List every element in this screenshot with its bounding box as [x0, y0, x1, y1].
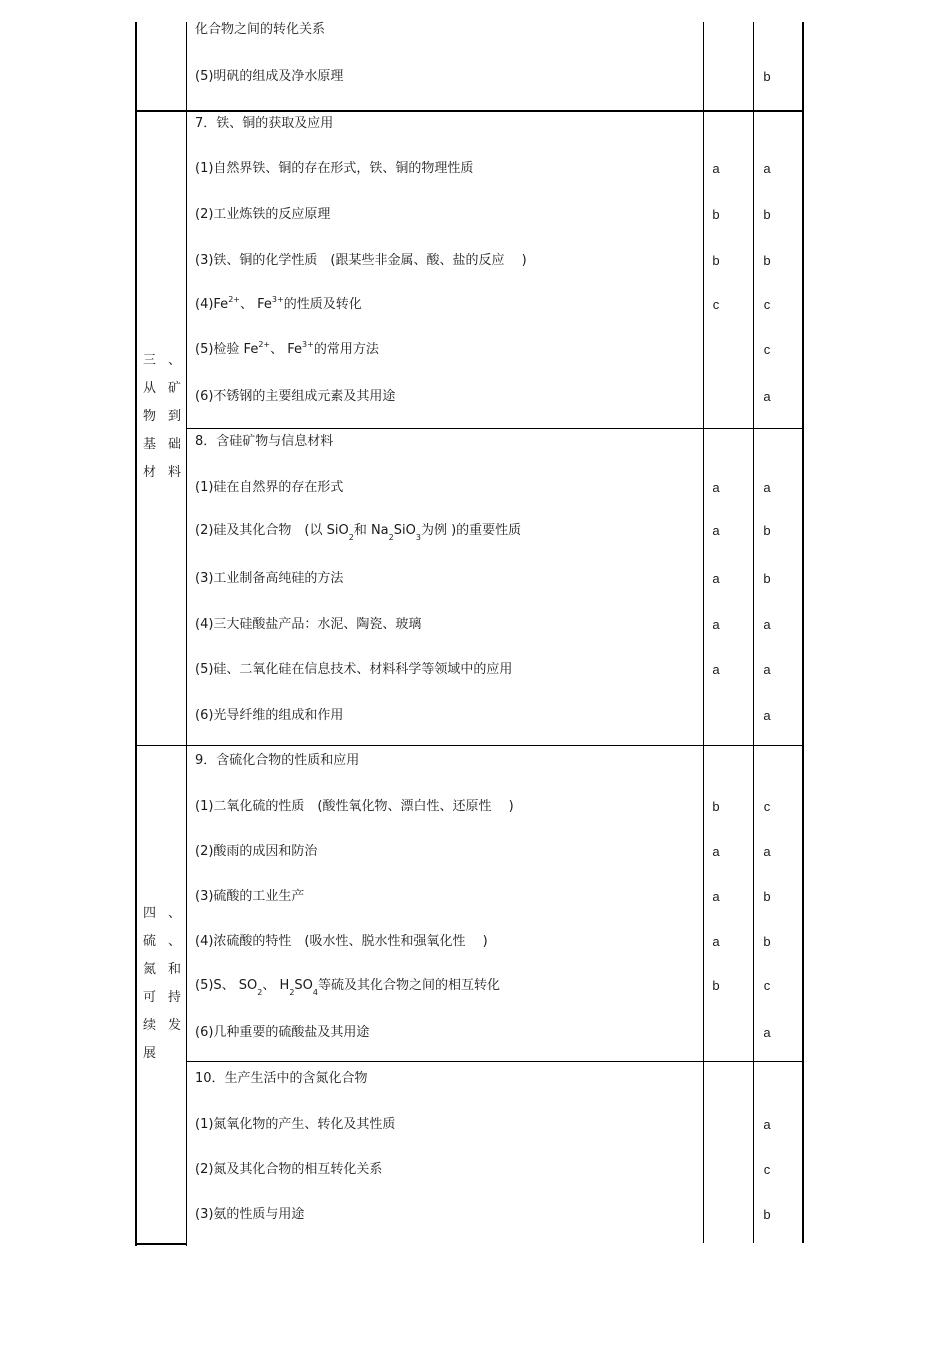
requirement-text: (1)硅在自然界的存在形式 — [195, 480, 344, 495]
charge-superscript: 2+ — [258, 339, 271, 349]
level-a-cell: a — [712, 662, 720, 677]
section-4-line: 展 — [143, 1046, 157, 1061]
requirement-text: (1)氮氧化物的产生、转化及其性质 — [195, 1117, 396, 1132]
section-2-bottom-rule — [135, 110, 804, 112]
level-b-cell: b — [763, 207, 771, 222]
level-b-cell: a — [763, 708, 771, 723]
level-b-cell: a — [763, 389, 771, 404]
level-b-cell: b — [763, 934, 771, 949]
text-segment: 为例 )的重要性质 — [420, 523, 522, 538]
level-b-cell: b — [763, 253, 771, 268]
formula-subscript: 2 — [388, 532, 394, 542]
level-b-cell: a — [763, 617, 771, 632]
level-b-cell: c — [763, 978, 771, 993]
requirement-text — [195, 294, 362, 313]
text-segment: 的常用方法 — [313, 342, 379, 357]
requirement-text: (6)几种重要的硫酸盐及其用途 — [195, 1025, 370, 1040]
level-a-cell: a — [712, 571, 720, 586]
section-4-line: 可持 — [143, 990, 181, 1005]
level-b-cell: a — [763, 1117, 771, 1132]
level-b-cell: b — [763, 523, 771, 538]
text-segment: (4)Fe — [195, 297, 229, 312]
section-4-heading — [143, 900, 181, 1068]
requirement-text: (2)氮及其化合物的相互转化关系 — [195, 1162, 383, 1177]
level-b-cell: a — [763, 480, 771, 495]
section-3-heading — [143, 347, 181, 487]
requirement-text: 8．含硅矿物与信息材料 — [195, 434, 334, 449]
level-a-cell: a — [712, 480, 720, 495]
level-a-column-divider — [703, 22, 704, 1243]
level-b-cell: c — [763, 342, 771, 357]
requirement-text — [195, 523, 522, 542]
table-left-border — [135, 22, 137, 1246]
requirement-text: (2)酸雨的成因和防治 — [195, 844, 318, 859]
level-a-cell: a — [712, 523, 720, 538]
table-right-border — [802, 22, 804, 1243]
section-3-line: 材料 — [143, 465, 181, 480]
level-a-cell: a — [712, 617, 720, 632]
text-segment: (5)检验 Fe — [195, 342, 259, 357]
text-segment: 的性质及转化 — [283, 297, 362, 312]
formula-subscript: 2 — [289, 987, 295, 997]
level-b-cell: a — [763, 662, 771, 677]
level-a-cell: a — [712, 844, 720, 859]
level-b-cell: b — [763, 1207, 771, 1222]
charge-superscript: 3+ — [302, 339, 314, 349]
level-b-column-divider — [753, 22, 754, 1243]
requirement-text: (5)明矾的组成及净水原理 — [195, 69, 344, 84]
section-4-line: 氮和 — [143, 962, 181, 977]
requirement-text: (4)三大硅酸盐产品：水泥、陶瓷、玻璃 — [195, 617, 422, 632]
requirement-text: (2)工业炼铁的反应原理 — [195, 207, 331, 222]
level-b-cell: b — [763, 69, 771, 84]
requirement-text: (5)硅、二氧化硅在信息技术、材料科学等领域中的应用 — [195, 662, 513, 677]
level-b-cell: a — [763, 1025, 771, 1040]
text-segment: (5)S、 SO — [195, 978, 258, 993]
level-a-cell: b — [712, 978, 720, 993]
charge-superscript: 2+ — [228, 294, 240, 304]
group-10-top-rule — [186, 1061, 804, 1062]
text-segment: 、 Fe — [239, 297, 272, 312]
text-segment: 等硫及其化合物之间的相互转化 — [317, 978, 500, 993]
level-a-cell: a — [712, 934, 720, 949]
requirement-text: 10．生产生活中的含氮化合物 — [195, 1071, 368, 1086]
text-segment: SiO — [393, 523, 416, 538]
requirement-text: (6)光导纤维的组成和作用 — [195, 708, 344, 723]
level-a-cell: a — [712, 889, 720, 904]
section-4-line: 续发 — [143, 1018, 181, 1033]
level-b-cell: a — [763, 844, 771, 859]
section-4-line: 四、 — [143, 906, 181, 921]
requirement-text: (6)不锈钢的主要组成元素及其用途 — [195, 389, 396, 404]
level-a-cell: a — [712, 161, 720, 176]
requirement-text: (4)浓硫酸的特性 (吸水性、脱水性和强氧化性 ) — [195, 934, 488, 949]
text-segment: SO — [294, 978, 313, 993]
formula-subscript: 2 — [257, 987, 263, 997]
requirement-text — [195, 978, 500, 997]
level-b-cell: a — [763, 161, 771, 176]
level-a-cell: b — [712, 253, 720, 268]
requirement-text: (3)铁、铜的化学性质 (跟某些非金属、酸、盐的反应 ) — [195, 253, 527, 268]
level-b-cell: c — [763, 799, 771, 814]
section-3-line: 基础 — [143, 437, 181, 452]
formula-subscript: 2 — [348, 532, 354, 542]
level-a-cell: c — [712, 297, 720, 312]
requirement-text: (3)氨的性质与用途 — [195, 1207, 305, 1222]
table-bottom-rule — [135, 1243, 187, 1245]
text-segment: 和 Na — [353, 523, 389, 538]
section-column-divider — [186, 22, 187, 1246]
requirement-text: (3)硫酸的工业生产 — [195, 889, 305, 904]
level-a-cell: b — [712, 207, 720, 222]
text-segment: 、 Fe — [270, 342, 303, 357]
text-segment: 、 H — [262, 978, 290, 993]
formula-subscript: 3 — [415, 532, 421, 542]
level-b-cell: b — [763, 571, 771, 586]
level-b-cell: b — [763, 889, 771, 904]
requirement-text: (1)自然界铁、铜的存在形式，铁、铜的物理性质 — [195, 161, 474, 176]
level-a-cell: b — [712, 799, 720, 814]
section-3-line: 物到 — [143, 409, 181, 424]
requirement-text: (3)工业制备高纯硅的方法 — [195, 571, 344, 586]
requirement-text: (1)二氧化硫的性质 (酸性氧化物、漂白性、还原性 ) — [195, 799, 514, 814]
section-3-line: 从矿 — [143, 381, 181, 396]
group-8-top-rule — [186, 428, 804, 429]
level-b-cell: c — [763, 1162, 771, 1177]
formula-subscript: 4 — [312, 987, 318, 997]
section-3-bottom-rule — [135, 745, 804, 746]
requirement-text: 9．含硫化合物的性质和应用 — [195, 753, 360, 768]
level-b-cell: c — [763, 297, 771, 312]
section-4-line: 硫、 — [143, 934, 181, 949]
charge-superscript: 3+ — [271, 294, 284, 304]
requirement-text: 化合物之间的转化关系 — [195, 22, 326, 37]
requirement-text — [195, 339, 379, 358]
requirement-text: 7．铁、铜的获取及应用 — [195, 116, 334, 131]
section-3-line: 三、 — [143, 353, 181, 368]
text-segment: (2)硅及其化合物 (以 SiO — [195, 523, 349, 538]
